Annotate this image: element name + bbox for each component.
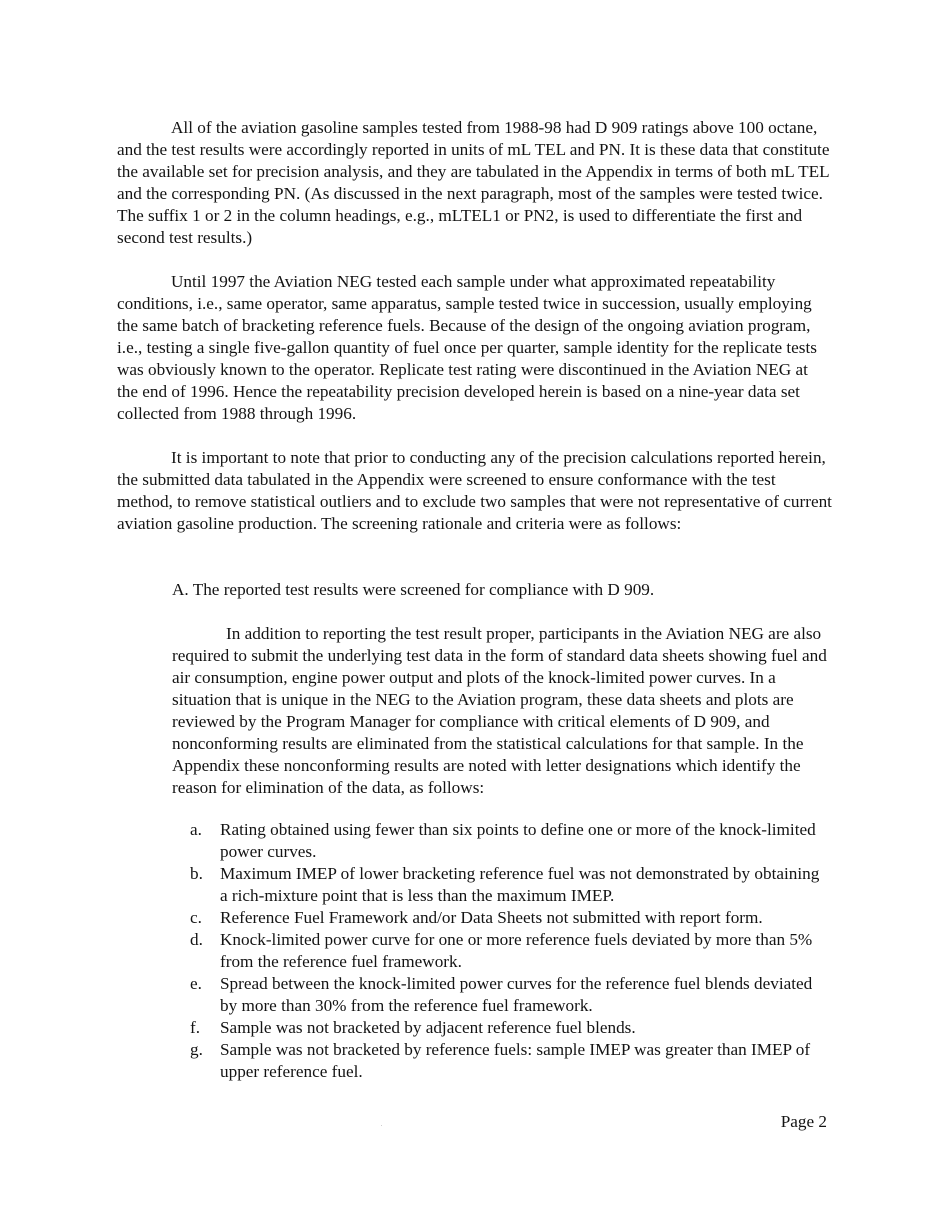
page-number: Page 2: [780, 1112, 827, 1131]
list-item: [190, 1017, 830, 1039]
list-item-text: Sample was not bracketed by reference fuels: sample IMEP was greater than IMEP of upper reference fuel.: [220, 1040, 811, 1081]
list-item-letter: a.: [190, 820, 202, 839]
list-item-text: Reference Fuel Framework and/or Data Sheets not submitted with report form.: [220, 908, 763, 927]
list-item-letter: e.: [190, 974, 202, 993]
paragraph-sample-data: All of the aviation gasoline samples tested from 1988-98 had D 909 ratings above 100 octane, and the test results were accordingly reported in units of mL TEL and PN. It is these data that constitute the available set for precision analysis, and they are tabulated in the Appendix in terms of both mL TEL and the corresponding PN. (As discussed in the next paragraph, most of the samples were tested twice. The suffix 1 or 2 in the column headings, e.g., mLTEL1 or PN2, is used to differentiate the first and second test results.): [117, 118, 830, 247]
list-item-text: Spread between the knock-limited power curves for the reference fuel blends deviated by more than 30% from the reference fuel framework.: [220, 974, 813, 1015]
list-item-letter: d.: [190, 930, 203, 949]
paragraph-screening: It is important to note that prior to conducting any of the precision calculations reported herein, the submitted data tabulated in the Appendix were screened to ensure conformance with the test method, to remove statistical outliers and to exclude two samples that were not representative of current aviation gasoline production. The screening rationale and criteria were as follows:: [117, 448, 832, 533]
list-item: [190, 819, 830, 863]
list-item: [190, 1039, 830, 1083]
list-item: [190, 973, 830, 1017]
list-item-letter: b.: [190, 864, 203, 883]
list-item-text: Knock-limited power curve for one or more reference fuels deviated by more than 5% from the reference fuel framework.: [220, 930, 813, 971]
scan-speck: [381, 1125, 382, 1126]
paragraph-repeatability: Until 1997 the Aviation NEG tested each sample under what approximated repeatability conditions, i.e., same operator, same apparatus, sample tested twice in succession, usually employing the same batch of bracketing reference fuels. Because of the design of the ongoing aviation program, i.e., testing a single five-gallon quantity of fuel once per quarter, sample identity for the replicate tests was obviously known to the operator. Replicate test rating were discontinued in the Aviation NEG at the end of 1996. Hence the repeatability precision developed herein is based on a nine-year data set collected from 1988 through 1996.: [117, 272, 817, 423]
list-item: [190, 863, 830, 907]
list-item: [190, 907, 830, 929]
list-item-text: Sample was not bracketed by adjacent reference fuel blends.: [220, 1018, 636, 1037]
list-item-text: Maximum IMEP of lower bracketing reference fuel was not demonstrated by obtaining a rich-mixture point that is less than the maximum IMEP.: [220, 864, 820, 905]
list-item-text: Rating obtained using fewer than six points to define one or more of the knock-limited power curves.: [220, 820, 816, 861]
list-item-letter: c.: [190, 908, 202, 927]
list-item-letter: g.: [190, 1040, 203, 1059]
list-item: [190, 929, 830, 973]
list-item-letter: f.: [190, 1018, 201, 1037]
elimination-reasons-list: [190, 819, 830, 1083]
criterion-a-detail: In addition to reporting the test result proper, participants in the Aviation NEG are also required to submit the underlying test data in the form of standard data sheets showing fuel and air consumption, engine power output and plots of the knock-limited power curves. In a situation that is unique in the NEG to the Aviation program, these data sheets and plots are reviewed by the Program Manager for compliance with critical elements of D 909, and nonconforming results are eliminated from the statistical calculations for that sample. In the Appendix these nonconforming results are noted with letter designations which identify the reason for elimination of the data, as follows:: [172, 624, 827, 797]
criterion-a: A. The reported test results were screened for compliance with D 909.: [172, 580, 655, 599]
